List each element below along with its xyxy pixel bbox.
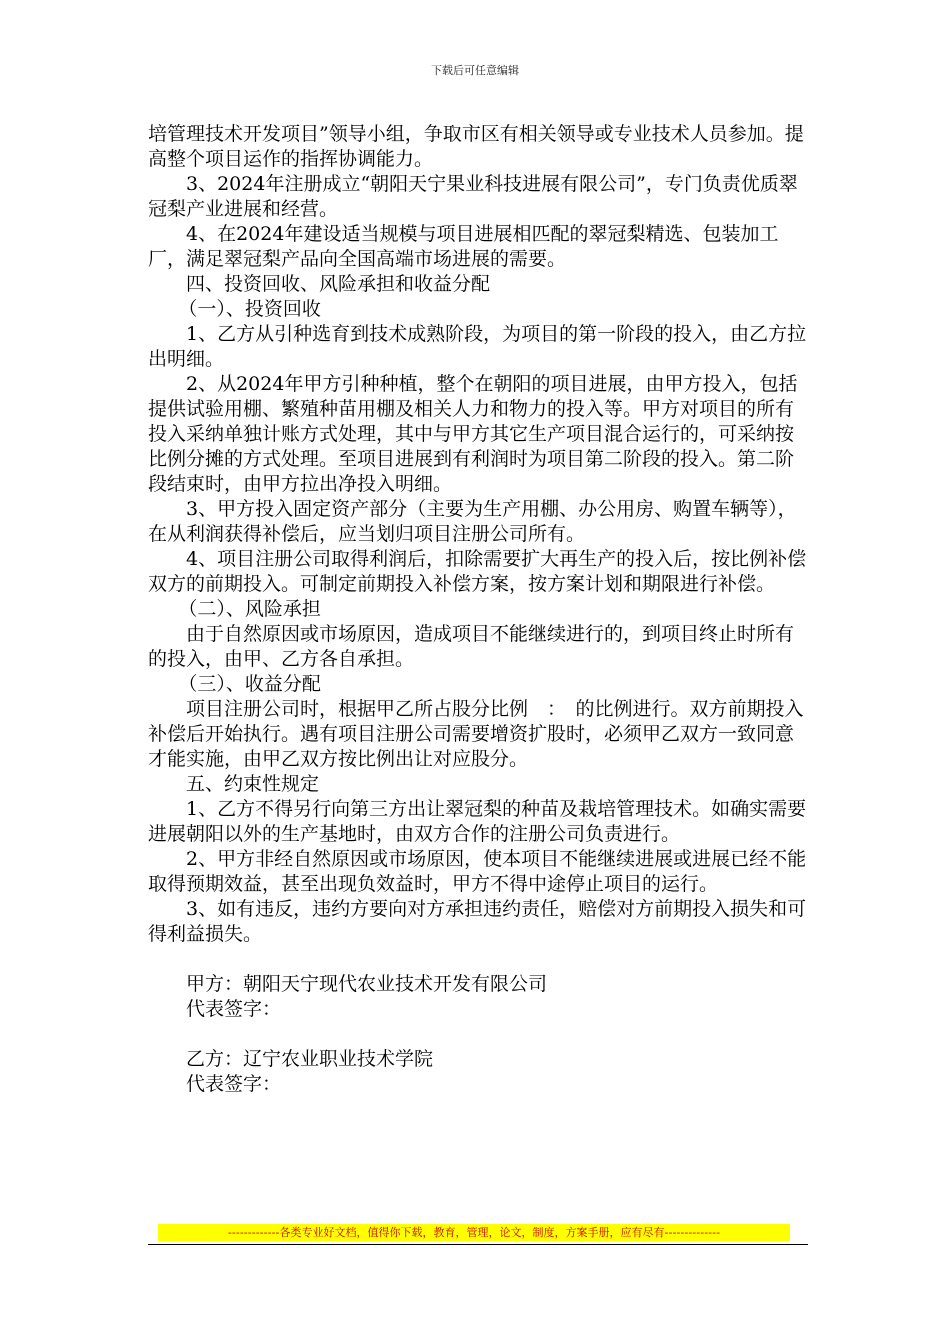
spacer [148,1022,808,1047]
paragraph: 1、乙方从引种选育到技术成熟阶段，为项目的第一阶段的投入，由乙方拉出明细。 [148,323,807,370]
paragraph: 1、乙方不得另行向第三方出让翠冠梨的种苗及栽培管理技术。如确实需要进展朝阳以外的生产基地时，由双方合作的注册公司负责进行。 [148,798,807,845]
footer-divider [148,1244,808,1245]
section-heading: 五、约束性规定 [186,773,320,795]
paragraph: 3、如有违反，违约方要向对方承担违约责任，赔偿对方前期投入损失和可得利益损失。 [148,898,807,945]
subsection-heading: （三）、收益分配 [178,673,321,695]
paragraph: 培管理技术开发项目”领导小组，争取市区有相关领导或专业技术人员参加。提高整个项目运作的指挥协调能力。 [148,123,804,170]
paragraph: 2、甲方非经自然原因或市场原因，使本项目不能继续进展或进展已经不能取得预期效益，甚至出现负效益时，甲方不得中途停止项目的运行。 [148,848,807,895]
paragraph: 项目注册公司时，根据甲乙所占股分比例 ： 的比例进行。双方前期投入补偿后开始执行。遇有项目注册公司需要增资扩股时，必须甲乙双方一致同意才能实施，由甲乙双方按比例出让对应股分。 [148,698,804,770]
subsection-heading: （一）、投资回收 [178,298,321,320]
paragraph: 4、在2024年建设适当规模与项目进展相匹配的翠冠梨精选、包装加工厂，满足翠冠梨产品向全国高端市场进展的需要。 [148,223,779,270]
party-b-signature-label: 代表签字： [186,1073,282,1095]
spacer [148,947,808,972]
section-heading: 四、投资回收、风险承担和收益分配 [186,273,491,295]
paragraph: 3、2024年注册成立“朝阳天宁果业科技进展有限公司”，专门负责优质翠冠梨产业进展和经营。 [148,173,798,220]
paragraph: 2、从2024年甲方引种种植，整个在朝阳的项目进展，由甲方投入，包括提供试验用棚、繁殖种苗用棚及相关人力和物力的投入等。甲方对项目的所有投入采纳单独计账方式处理，其中与甲方其它生产项目混合运行的，可采纳按比例分摊的方式处理。至项目进展到有利润时为项目第二阶段的投入。第二阶段结束时，由甲方拉出净投入明细。 [148,373,798,495]
party-a-signature-label: 代表签字： [186,998,282,1020]
page-header: 下载后可任意编辑 [431,64,519,77]
party-a-name: 甲方：朝阳天宁现代农业技术开发有限公司 [186,973,548,995]
paragraph: 4、项目注册公司取得利润后，扣除需要扩大再生产的投入后，按比例补偿双方的前期投入。可制定前期投入补偿方案，按方案计划和期限进行补偿。 [148,548,807,595]
footer-banner: -------------各类专业好文档，值得你下载，教育，管理，论文，制度，方案手册，应有尽有-------------- [158,1224,790,1241]
document-body [148,122,808,1097]
paragraph: 3、甲方投入固定资产部分（主要为生产用棚、办公用房、购置车辆等），在从利润获得补偿后，应当划归项目注册公司所有。 [148,498,797,545]
subsection-heading: （二）、风险承担 [178,598,321,620]
paragraph: 由于自然原因或市场原因，造成项目不能继续进行的，到项目终止时所有的投入，由甲、乙方各自承担。 [148,623,795,670]
party-b-name: 乙方：辽宁农业职业技术学院 [186,1048,434,1070]
